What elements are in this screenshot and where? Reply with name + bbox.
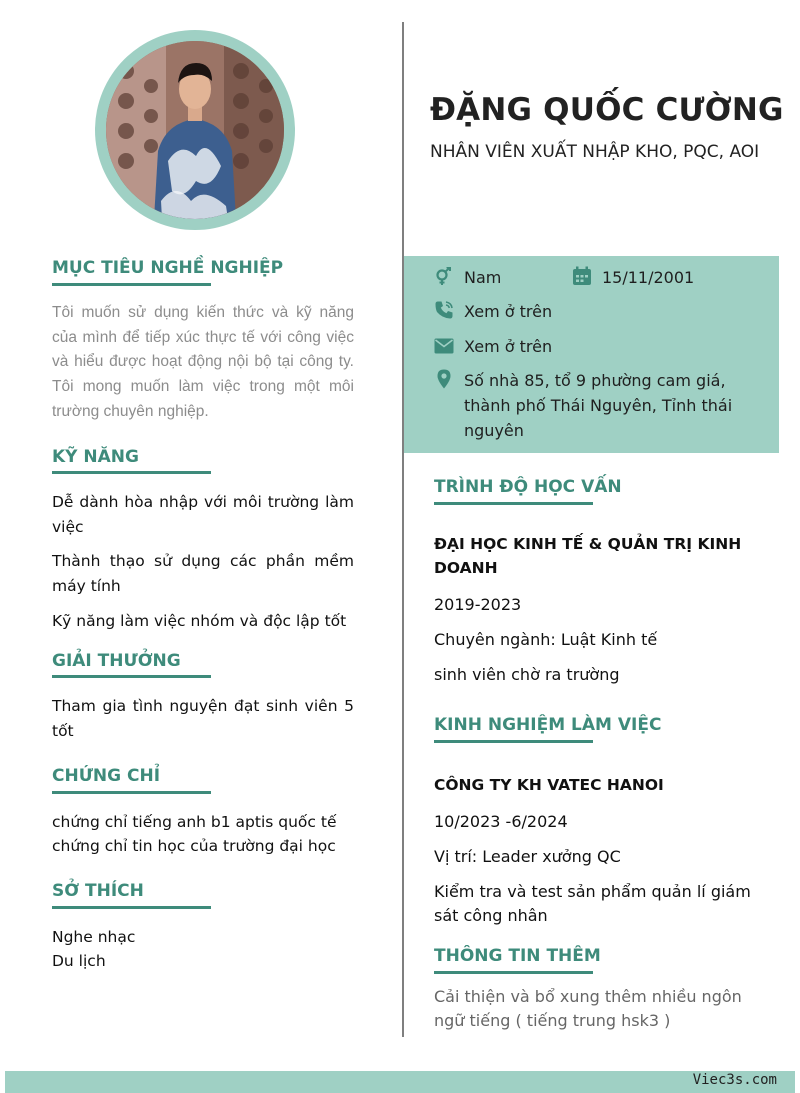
- email-icon: [434, 336, 454, 356]
- certificate-item: chứng chỉ tiếng anh b1 aptis quốc tế: [52, 813, 337, 831]
- email-value: Xem ở trên: [464, 337, 553, 356]
- skill-item: Dễ dành hòa nhập với môi trường làm việc: [52, 493, 354, 536]
- experience-description: Kiểm tra và test sản phẩm quản lí giám sát công nhân: [434, 882, 751, 925]
- company-name: CÔNG TY KH VATEC HANOI: [434, 776, 664, 794]
- birthday-value: 15/11/2001: [602, 268, 695, 287]
- objective-underline: [52, 283, 211, 286]
- skills-title: KỸ NĂNG: [52, 447, 139, 467]
- gender-value: Nam: [464, 268, 502, 287]
- certificates-underline: [52, 791, 211, 794]
- location-pin-icon: [434, 369, 454, 389]
- education-major: Chuyên ngành: Luật Kinh tế: [434, 630, 658, 649]
- column-divider: [402, 22, 404, 1037]
- skill-item: Kỹ năng làm việc nhóm và độc lập tốt: [52, 612, 347, 630]
- experience-title: KINH NGHIỆM LÀM VIỆC: [434, 715, 662, 735]
- awards-title: GIẢI THƯỞNG: [52, 651, 181, 671]
- address-value: Số nhà 85, tổ 9 phường cam giá, thành phố Thái Nguyên, Tỉnh thái nguyên: [464, 371, 733, 440]
- phone-icon: [434, 300, 454, 320]
- phone-value: Xem ở trên: [464, 302, 553, 321]
- additional-underline: [434, 971, 593, 974]
- education-underline: [434, 502, 593, 505]
- hobbies-underline: [52, 906, 211, 909]
- footer-bar: [5, 1071, 795, 1093]
- objective-text: Tôi muốn sử dụng kiến thức và kỹ năng của mình để tiếp xúc thực tế với công việc và hiểu được hoạt động nội bộ tại công ty. Tôi mong muốn làm việc trong một môi trường chuyên nghiệp.: [52, 304, 354, 420]
- award-text: Tham gia tình nguyện đạt sinh viên 5 tốt: [52, 697, 354, 740]
- experience-underline: [434, 740, 593, 743]
- skills-underline: [52, 471, 211, 474]
- calendar-icon: [572, 266, 592, 286]
- experience-period: 10/2023 -6/2024: [434, 812, 568, 831]
- additional-title: THÔNG TIN THÊM: [434, 946, 601, 966]
- candidate-name: ĐẶNG QUỐC CƯỜNG: [430, 92, 784, 128]
- awards-underline: [52, 675, 211, 678]
- hobbies-title: SỞ THÍCH: [52, 881, 144, 901]
- experience-position: Vị trí: Leader xưởng QC: [434, 847, 621, 866]
- skill-item: Thành thạo sử dụng các phần mềm máy tính: [52, 552, 354, 595]
- certificates-title: CHỨNG CHỈ: [52, 766, 161, 786]
- additional-text: Cải thiện và bổ xung thêm nhiều ngôn ngữ tiếng ( tiếng trung hsk3 ): [434, 987, 742, 1030]
- contact-panel: [404, 256, 779, 453]
- education-status: sinh viên chờ ra trường: [434, 665, 620, 684]
- gender-icon: [434, 267, 454, 287]
- footer-brand[interactable]: Viec3s.com: [692, 1072, 777, 1088]
- education-period: 2019-2023: [434, 595, 522, 614]
- education-title: TRÌNH ĐỘ HỌC VẤN: [434, 477, 622, 497]
- hobby-item: Nghe nhạc: [52, 928, 136, 946]
- certificate-item: chứng chỉ tin học của trường đại học: [52, 837, 336, 855]
- job-title: NHÂN VIÊN XUẤT NHẬP KHO, PQC, AOI: [430, 142, 760, 162]
- school-name: ĐẠI HỌC KINH TẾ & QUẢN TRỊ KINH DOANH: [434, 535, 742, 577]
- hobby-item: Du lịch: [52, 952, 106, 970]
- avatar: [106, 41, 284, 219]
- avatar-photo: [106, 41, 284, 219]
- objective-title: MỤC TIÊU NGHỀ NGHIỆP: [52, 258, 284, 278]
